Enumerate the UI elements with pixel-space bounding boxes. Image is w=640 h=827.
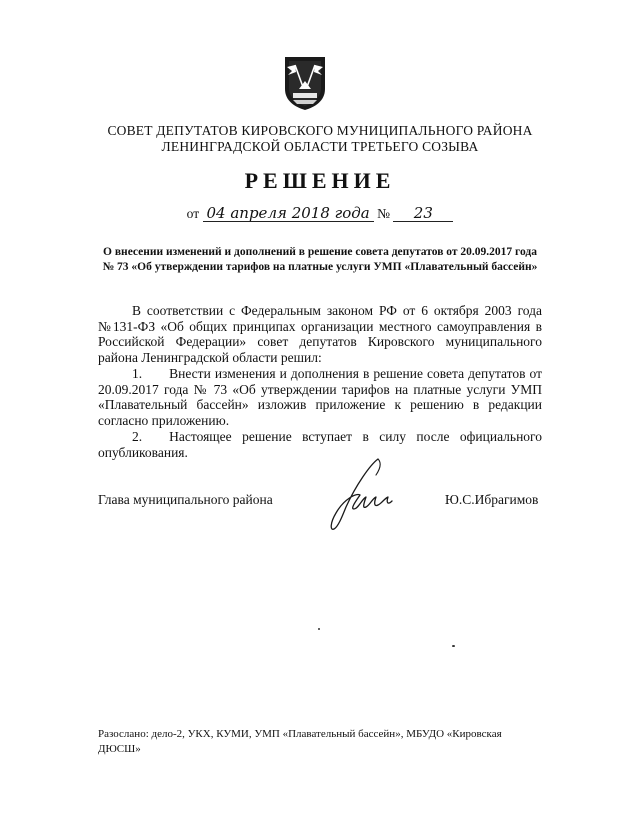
- preamble-paragraph: В соответствии с Федеральным законом РФ от 6 октября 2003 года №131-ФЗ «Об общих принципах организации местного самоуправления в Российской Федерации» совет депутатов Кировского муниципального района Ленинградской области решил:: [98, 303, 542, 365]
- signatory-name: Ю.С.Ибрагимов: [445, 492, 539, 507]
- issuer-line-2: ЛЕНИНГРАДСКОЙ ОБЛАСТИ ТРЕТЬЕГО СОЗЫВА: [161, 139, 479, 154]
- item-1-paragraph: 1. Внести изменения и дополнения в решение совета депутатов от 20.09.2017 года № 73 «Об утверждении тарифов на платные услуги УМП «Плавательный бассейн» изложив приложение к решению в редакции согласно приложению.: [98, 366, 542, 428]
- decision-subject: О внесении изменений и дополнений в решение совета депутатов от 20.09.2017 года № 73 «Об утверждении тарифов на платные услуги УМП «Плавательный бассейн»: [102, 246, 538, 273]
- item-2-paragraph: 2. Настоящее решение вступает в силу после официального опубликования.: [98, 429, 542, 460]
- document-title: РЕШЕНИЕ: [244, 168, 396, 193]
- scan-speck: [318, 628, 320, 630]
- handwritten-number: 23: [393, 206, 453, 222]
- handwritten-date: 04 апреля 2018 года: [203, 206, 374, 222]
- date-number-line: [0, 206, 640, 222]
- number-sign: №: [377, 206, 390, 221]
- date-prefix: от: [186, 206, 200, 221]
- signatory-position: Глава муниципального района: [98, 492, 273, 507]
- coat-of-arms-icon: [283, 55, 327, 111]
- issuer-line-1: СОВЕТ ДЕПУТАТОВ КИРОВСКОГО МУНИЦИПАЛЬНОГО РАЙОНА: [107, 123, 533, 138]
- scan-speck: [452, 645, 455, 647]
- distribution-list: Разослано: дело-2, УКХ, КУМИ, УМП «Плавательный бассейн», МБУДО «Кировская ДЮСШ»: [98, 728, 502, 755]
- handwritten-signature: [316, 455, 400, 533]
